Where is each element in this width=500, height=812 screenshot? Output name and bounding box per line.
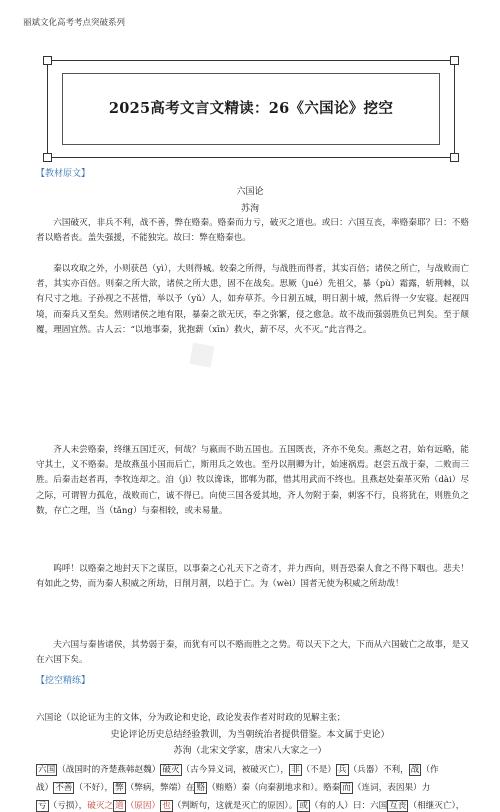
gloss-text: 破灭之 bbox=[87, 801, 114, 811]
exercise-heading-note: 史论评论历史总结经验教训，为当朝统治者提供借鉴。本文属于史论） bbox=[110, 730, 390, 740]
exercise-heading: 六国论（以论证为主的文体，分为政论和史论，政论发表作者对时政的见解主张； bbox=[36, 713, 346, 723]
gloss-text: （原因） bbox=[125, 801, 161, 811]
gloss-text: （作 bbox=[421, 765, 439, 775]
gloss-text: （贿赂）秦 bbox=[207, 783, 251, 793]
document-title: 2025高考文言文精读：26《六国论》挖空 bbox=[108, 100, 394, 117]
exercise-row bbox=[36, 799, 469, 811]
section-label-textbook: 【教材原文】 bbox=[36, 169, 91, 179]
blank-word: 也 bbox=[162, 801, 171, 811]
paragraph: 六国破灭，非兵不利，战不善，弊在赂秦。赂秦而力亏，破灭之道也。或曰：六国互丧，率赂秦耶？曰：不赂者以赂者丧。盖失强援，不能独完。故曰：弊在赂秦也。 bbox=[36, 218, 469, 244]
paragraph: 秦以攻取之外，小则获邑（yì），大则得城。较秦之所得，与战胜而得者，其实百倍；诸侯之所亡，与战败而亡者，其实亦百倍。则秦之所大欲，诸侯之所大患，固不在战矣。思厥（jué）先祖父，暴（pù）霜露，斩荆棘，以有尺寸之地。子孙视之不甚惜，举以予（yǔ）人，如弃草芥。今日割五城，明日割十城，然后得一夕安寝。起视四境，而秦兵又至矣。然则诸侯之地有限，暴秦之欲无厌，奉之弥繁，侵之愈急。故不战而强弱胜负已判矣。至于颠覆，理固宜然。古人云：“以地事秦，犹抱薪（xīn）救火，薪不尽，火不灭。”此言得之。 bbox=[36, 264, 469, 335]
essay-author: 苏洵 bbox=[240, 204, 259, 214]
paragraph: 齐人未尝赂秦，终继五国迁灭，何哉？与嬴而不助五国也。五国既丧，齐亦不免矣。燕赵之君，始有远略，能守其土，义不赂秦。是故燕虽小国而后亡，斯用兵之效也。至丹以荆卿为计，始速祸焉。赵尝五战于秦，二败而三胜。后秦击赵者再，李牧连却之。洎（jì）牧以谗诛，邯郸为郡，惜其用武而不终也。且燕赵处秦革灭殆（dài）尽之际，可谓智力孤危，战败而亡，诚不得已。向使三国各爱其地，齐人勿附于秦，刺客不行，良将犹在，则胜负之数，存亡之理，当（tǎng）与秦相较，或未易量。 bbox=[36, 445, 469, 516]
gloss-text: （不是） bbox=[301, 765, 336, 775]
blank-word: 六国 bbox=[38, 765, 56, 775]
blank-word: 战 bbox=[410, 765, 420, 775]
blank-word: 破灭 bbox=[162, 765, 180, 775]
title-frame bbox=[47, 60, 455, 158]
exercise-row bbox=[36, 763, 469, 775]
section-label-exercise: 【挖空精练】 bbox=[36, 676, 91, 686]
blank-word: 或 bbox=[299, 801, 308, 811]
blank-word: 赂 bbox=[196, 783, 206, 793]
blank-word: 而 bbox=[342, 783, 351, 793]
frame-corner bbox=[450, 56, 459, 65]
gloss-text: （战国时的齐楚燕韩赵魏） bbox=[57, 765, 161, 775]
gloss-text: （相继灭亡）， bbox=[408, 801, 465, 811]
exercise-author: 苏洵（北宋文学家，唐宋八大家之一） bbox=[173, 746, 327, 756]
series-header: 丽斌文化高考考点突破系列 bbox=[23, 18, 126, 28]
gloss-text: （向秦割地求和）。赂秦 bbox=[250, 783, 341, 793]
gloss-text: （兵器）不利， bbox=[348, 765, 409, 775]
blank-word: 非 bbox=[290, 765, 300, 775]
frame-corner bbox=[43, 153, 52, 162]
paragraph: 呜呼！以赂秦之地封天下之谋臣，以事秦之心礼天下之奇才，并力西向，则吾恐秦人食之不得下咽也。悲夫！有如此之势，而为秦人积威之所劫，日削月割，以趋于亡。为（wèi）国者无使为积威之所劫哉！ bbox=[36, 564, 469, 590]
gloss-text: （古今异义词，被破灭亡）， bbox=[181, 765, 289, 775]
gloss-text: （有的人）曰：六国 bbox=[309, 801, 388, 811]
essay-heading: 六国论 bbox=[236, 187, 264, 197]
gloss-text: （连词，表因果）力 bbox=[352, 783, 431, 793]
watermark: ◆ bbox=[174, 325, 227, 381]
gloss-text: （不好）， bbox=[74, 783, 114, 793]
exercise-row bbox=[36, 781, 469, 793]
gloss-text: 战） bbox=[36, 783, 54, 793]
blank-word: 互丧 bbox=[389, 801, 407, 811]
frame-corner bbox=[450, 153, 459, 162]
blank-word: 不善 bbox=[55, 783, 73, 793]
blank-word: 兵 bbox=[337, 765, 347, 775]
gloss-text: （亏损）， bbox=[48, 801, 88, 811]
blank-word: 道 bbox=[115, 801, 124, 811]
gloss-text: （弊病，弊端）在 bbox=[125, 783, 195, 793]
gloss-text: （判断句，这就是灭亡的原因）。 bbox=[172, 801, 298, 811]
frame-corner bbox=[43, 56, 52, 65]
blank-word: 弊 bbox=[115, 783, 124, 793]
blank-word: 亏 bbox=[38, 801, 47, 811]
paragraph: 夫六国与秦皆诸侯，其势弱于秦，而犹有可以不赂而胜之之势。苟以天下之大，下而从六国破亡之故事，是又在六国下矣。 bbox=[36, 640, 469, 666]
